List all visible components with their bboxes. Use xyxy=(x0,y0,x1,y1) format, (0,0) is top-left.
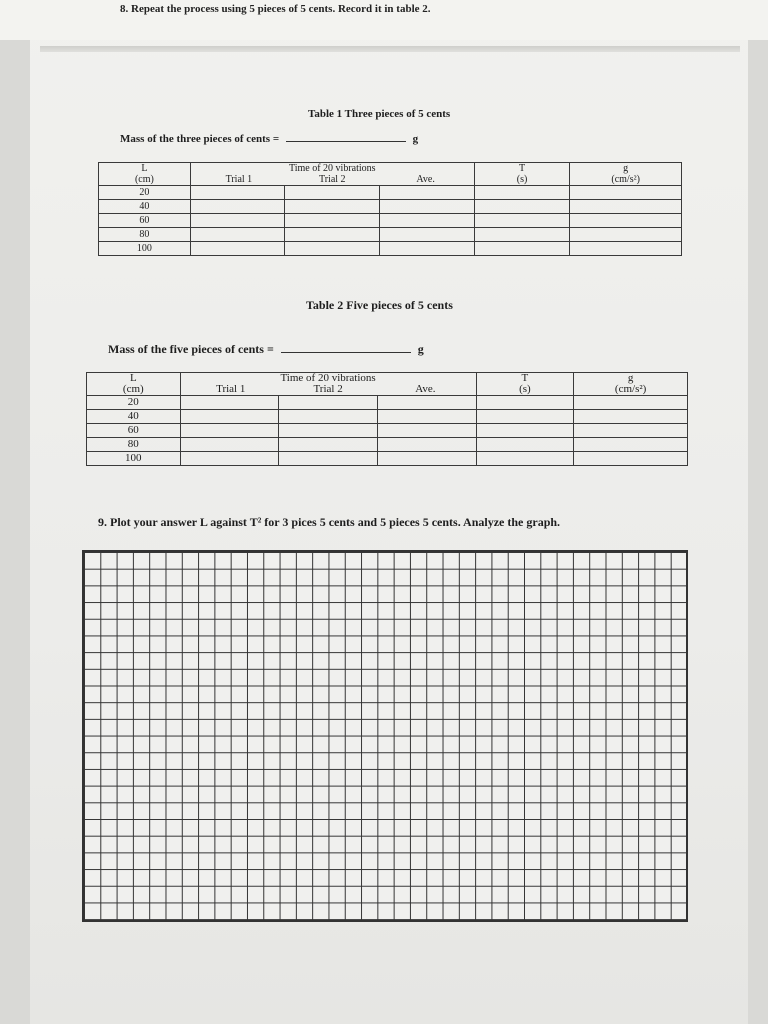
graph-paper-grid[interactable] xyxy=(82,550,688,922)
table2-mass-line xyxy=(108,342,424,357)
table2-L-label: L xyxy=(129,372,137,384)
cell[interactable] xyxy=(285,214,380,228)
cell[interactable] xyxy=(190,186,285,200)
cell[interactable] xyxy=(279,424,378,438)
table2-caption: Table 2 Five pieces of 5 cents xyxy=(306,298,453,312)
cell[interactable] xyxy=(279,452,378,466)
cell[interactable] xyxy=(570,214,682,228)
cell[interactable] xyxy=(570,228,682,242)
table2-L-cell: 80 xyxy=(87,438,181,452)
cell[interactable] xyxy=(476,452,574,466)
cell[interactable] xyxy=(574,438,688,452)
table2-T-unit: (s) xyxy=(519,383,531,395)
table-row xyxy=(99,214,682,228)
table-row xyxy=(99,186,682,200)
table-row xyxy=(99,200,682,214)
cell[interactable] xyxy=(180,438,279,452)
cell[interactable] xyxy=(574,410,688,424)
cell[interactable] xyxy=(190,200,285,214)
cell[interactable] xyxy=(476,438,574,452)
cell[interactable] xyxy=(377,396,476,410)
table2-mass-unit: g xyxy=(417,342,424,356)
table-row xyxy=(87,424,688,438)
cell[interactable] xyxy=(380,186,475,200)
cell[interactable] xyxy=(377,452,476,466)
table1-mass-blank[interactable] xyxy=(286,132,406,142)
instruction-8: 8. Repeat the process using 5 pieces of 5 cents. Record it in table 2. xyxy=(120,3,431,15)
table2-L-cell: 100 xyxy=(87,452,181,466)
table2-trial2: Trial 2 xyxy=(313,383,343,395)
cell[interactable] xyxy=(377,424,476,438)
table2-mass-label: Mass of the five pieces of cents = xyxy=(108,342,274,356)
table1-L-label: L xyxy=(141,163,148,174)
table-row xyxy=(87,396,688,410)
table1-L-cell: 100 xyxy=(99,242,191,256)
table2-L-unit: (cm) xyxy=(122,383,144,395)
cell[interactable] xyxy=(574,424,688,438)
cell[interactable] xyxy=(574,452,688,466)
cell[interactable] xyxy=(474,186,570,200)
cell[interactable] xyxy=(474,214,570,228)
table2-g-label: g xyxy=(627,372,634,384)
table2-g-unit: (cm/s²) xyxy=(614,383,647,395)
cell[interactable] xyxy=(285,200,380,214)
cell[interactable] xyxy=(377,438,476,452)
table1-L-cell: 40 xyxy=(99,200,191,214)
table2-trial1: Trial 1 xyxy=(216,383,246,395)
table1-head-time xyxy=(190,163,474,186)
table2-head-time xyxy=(180,373,476,396)
cell[interactable] xyxy=(574,396,688,410)
cell[interactable] xyxy=(570,242,682,256)
cell[interactable] xyxy=(380,200,475,214)
cell[interactable] xyxy=(380,242,475,256)
table2-L-cell: 60 xyxy=(87,424,181,438)
table1 xyxy=(98,162,682,256)
table2-head-g xyxy=(574,373,688,396)
table-row xyxy=(99,228,682,242)
table2 xyxy=(86,372,688,466)
cell[interactable] xyxy=(190,242,285,256)
cell[interactable] xyxy=(279,410,378,424)
table1-head-g xyxy=(570,163,682,186)
table1-g-unit: (cm/s²) xyxy=(611,174,640,185)
table2-L-cell: 20 xyxy=(87,396,181,410)
cell[interactable] xyxy=(285,186,380,200)
table1-mass-label: Mass of the three pieces of cents = xyxy=(120,133,280,145)
cell[interactable] xyxy=(190,214,285,228)
cell[interactable] xyxy=(180,410,279,424)
table2-ave: Ave. xyxy=(415,383,436,395)
cell[interactable] xyxy=(380,214,475,228)
table1-L-cell: 80 xyxy=(99,228,191,242)
table1-trial2: Trial 2 xyxy=(318,174,346,185)
cell[interactable] xyxy=(476,396,574,410)
table1-T-unit: (s) xyxy=(516,174,528,185)
table1-trial1: Trial 1 xyxy=(225,174,253,185)
table1-mass-line xyxy=(120,132,418,145)
cell[interactable] xyxy=(190,228,285,242)
table-row xyxy=(87,410,688,424)
table1-ave: Ave. xyxy=(416,174,435,185)
table1-g-label: g xyxy=(623,163,629,174)
question-9: 9. Plot your answer L against T² for 3 pices 5 cents and 5 pieces 5 cents. Analyze the graph. xyxy=(98,515,561,529)
cell[interactable] xyxy=(474,228,570,242)
cell[interactable] xyxy=(180,396,279,410)
cell[interactable] xyxy=(180,452,279,466)
cell[interactable] xyxy=(570,186,682,200)
divider xyxy=(40,46,740,52)
table1-caption: Table 1 Three pieces of 5 cents xyxy=(308,108,451,120)
table1-head-L xyxy=(99,163,191,186)
table2-mass-blank[interactable] xyxy=(281,343,411,353)
table1-L-unit: (cm) xyxy=(134,174,154,185)
table-row xyxy=(87,438,688,452)
cell[interactable] xyxy=(476,424,574,438)
table2-L-cell: 40 xyxy=(87,410,181,424)
cell[interactable] xyxy=(476,410,574,424)
table1-L-cell: 60 xyxy=(99,214,191,228)
cell[interactable] xyxy=(285,242,380,256)
cell[interactable] xyxy=(285,228,380,242)
table1-mass-unit: g xyxy=(412,133,419,145)
table2-T-label: T xyxy=(521,372,529,384)
table2-time-label: Time of 20 vibrations xyxy=(280,372,376,384)
cell[interactable] xyxy=(377,410,476,424)
cell[interactable] xyxy=(279,396,378,410)
table1-L-cell: 20 xyxy=(99,186,191,200)
cell[interactable] xyxy=(380,228,475,242)
table-row xyxy=(99,242,682,256)
cell[interactable] xyxy=(180,424,279,438)
table-row xyxy=(87,452,688,466)
cell[interactable] xyxy=(474,200,570,214)
table1-time-label: Time of 20 vibrations xyxy=(288,163,376,174)
table1-T-label: T xyxy=(518,163,526,174)
cell[interactable] xyxy=(279,438,378,452)
table2-head-T xyxy=(476,373,574,396)
cell[interactable] xyxy=(570,200,682,214)
table1-head-T xyxy=(474,163,570,186)
table2-head-L xyxy=(87,373,181,396)
cell[interactable] xyxy=(474,242,570,256)
